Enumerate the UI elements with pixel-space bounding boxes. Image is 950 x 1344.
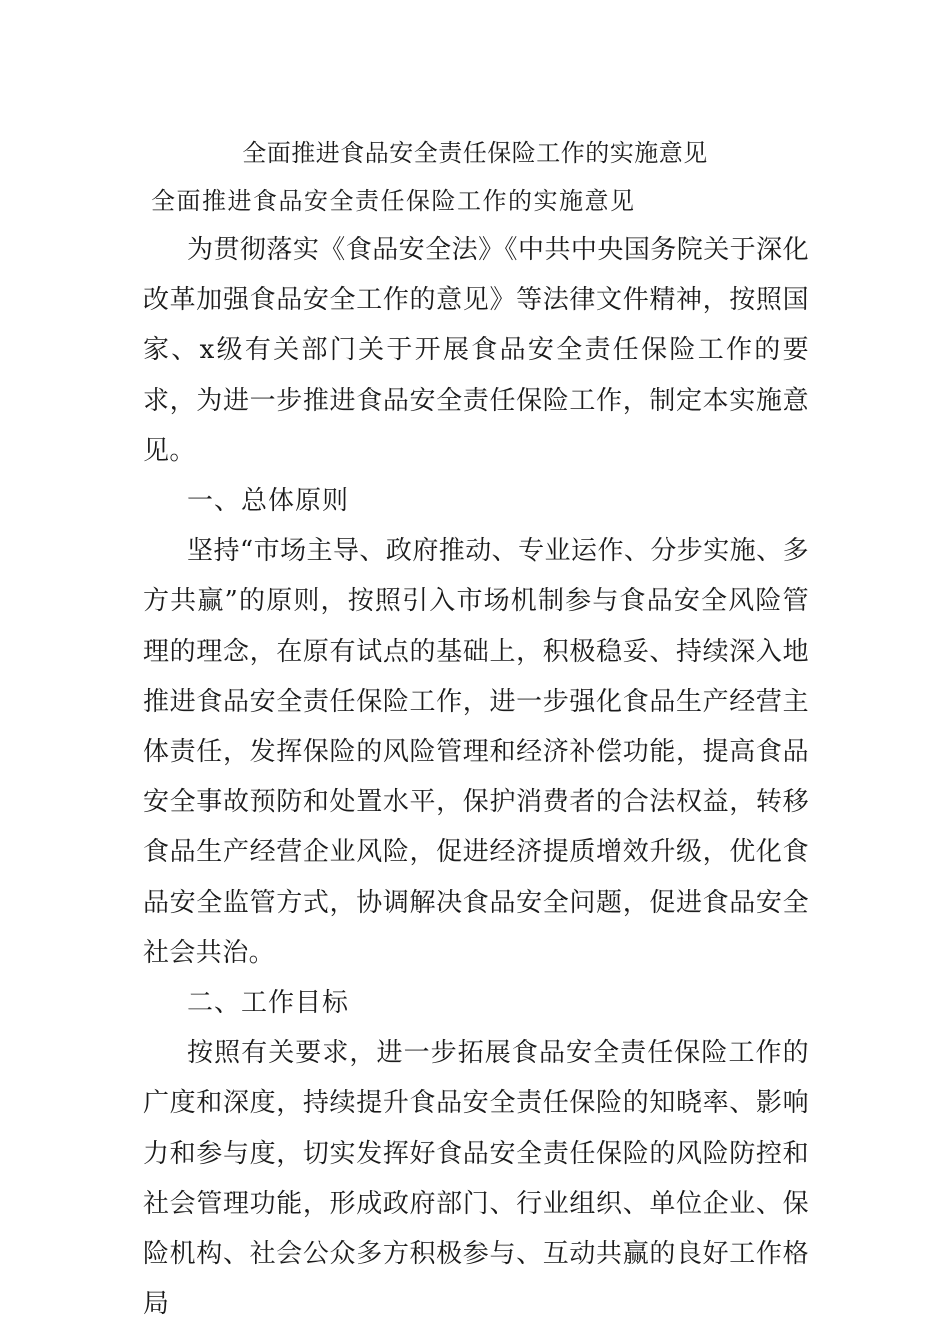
- document-body: [143, 225, 809, 1329]
- goals-paragraph: 按照有关要求，进一步拓展食品安全责任保险工作的广度和深度，持续提升食品安全责任保险的知晓率、影响力和参与度，切实发挥好食品安全责任保险的风险防控和社会管理功能，形成政府部门、行业组织、单位企业、保险机构、社会公众多方积极参与、互动共赢的良好工作格局: [143, 1038, 809, 1320]
- document-subtitle: 全面推进食品安全责任保险工作的实施意见: [151, 187, 636, 215]
- section-heading-principles: 一、总体原则: [187, 486, 350, 517]
- section-heading-goals: 二、工作目标: [187, 988, 350, 1019]
- intro-paragraph: 为贯彻落实《食品安全法》《中共中央国务院关于深化改革加强食品安全工作的意见》等法律文件精神，按照国家、x级有关部门关于开展食品安全责任保险工作的要求，为进一步推进食品安全责任保险工作，制定本实施意见。: [143, 235, 809, 466]
- principles-paragraph: 坚持“市场主导、政府推动、专业运作、分步实施、多方共赢”的原则，按照引入市场机制参与食品安全风险管理的理念，在原有试点的基础上，积极稳妥、持续深入地推进食品安全责任保险工作，进一步强化食品生产经营主体责任，发挥保险的风险管理和经济补偿功能，提高食品安全事故预防和处置水平，保护消费者的合法权益，转移食品生产经营企业风险，促进经济提质增效升级，优化食品安全监管方式，协调解决食品安全问题，促进食品安全社会共治。: [143, 536, 809, 968]
- document-title: 全面推进食品安全责任保险工作的实施意见: [242, 139, 708, 167]
